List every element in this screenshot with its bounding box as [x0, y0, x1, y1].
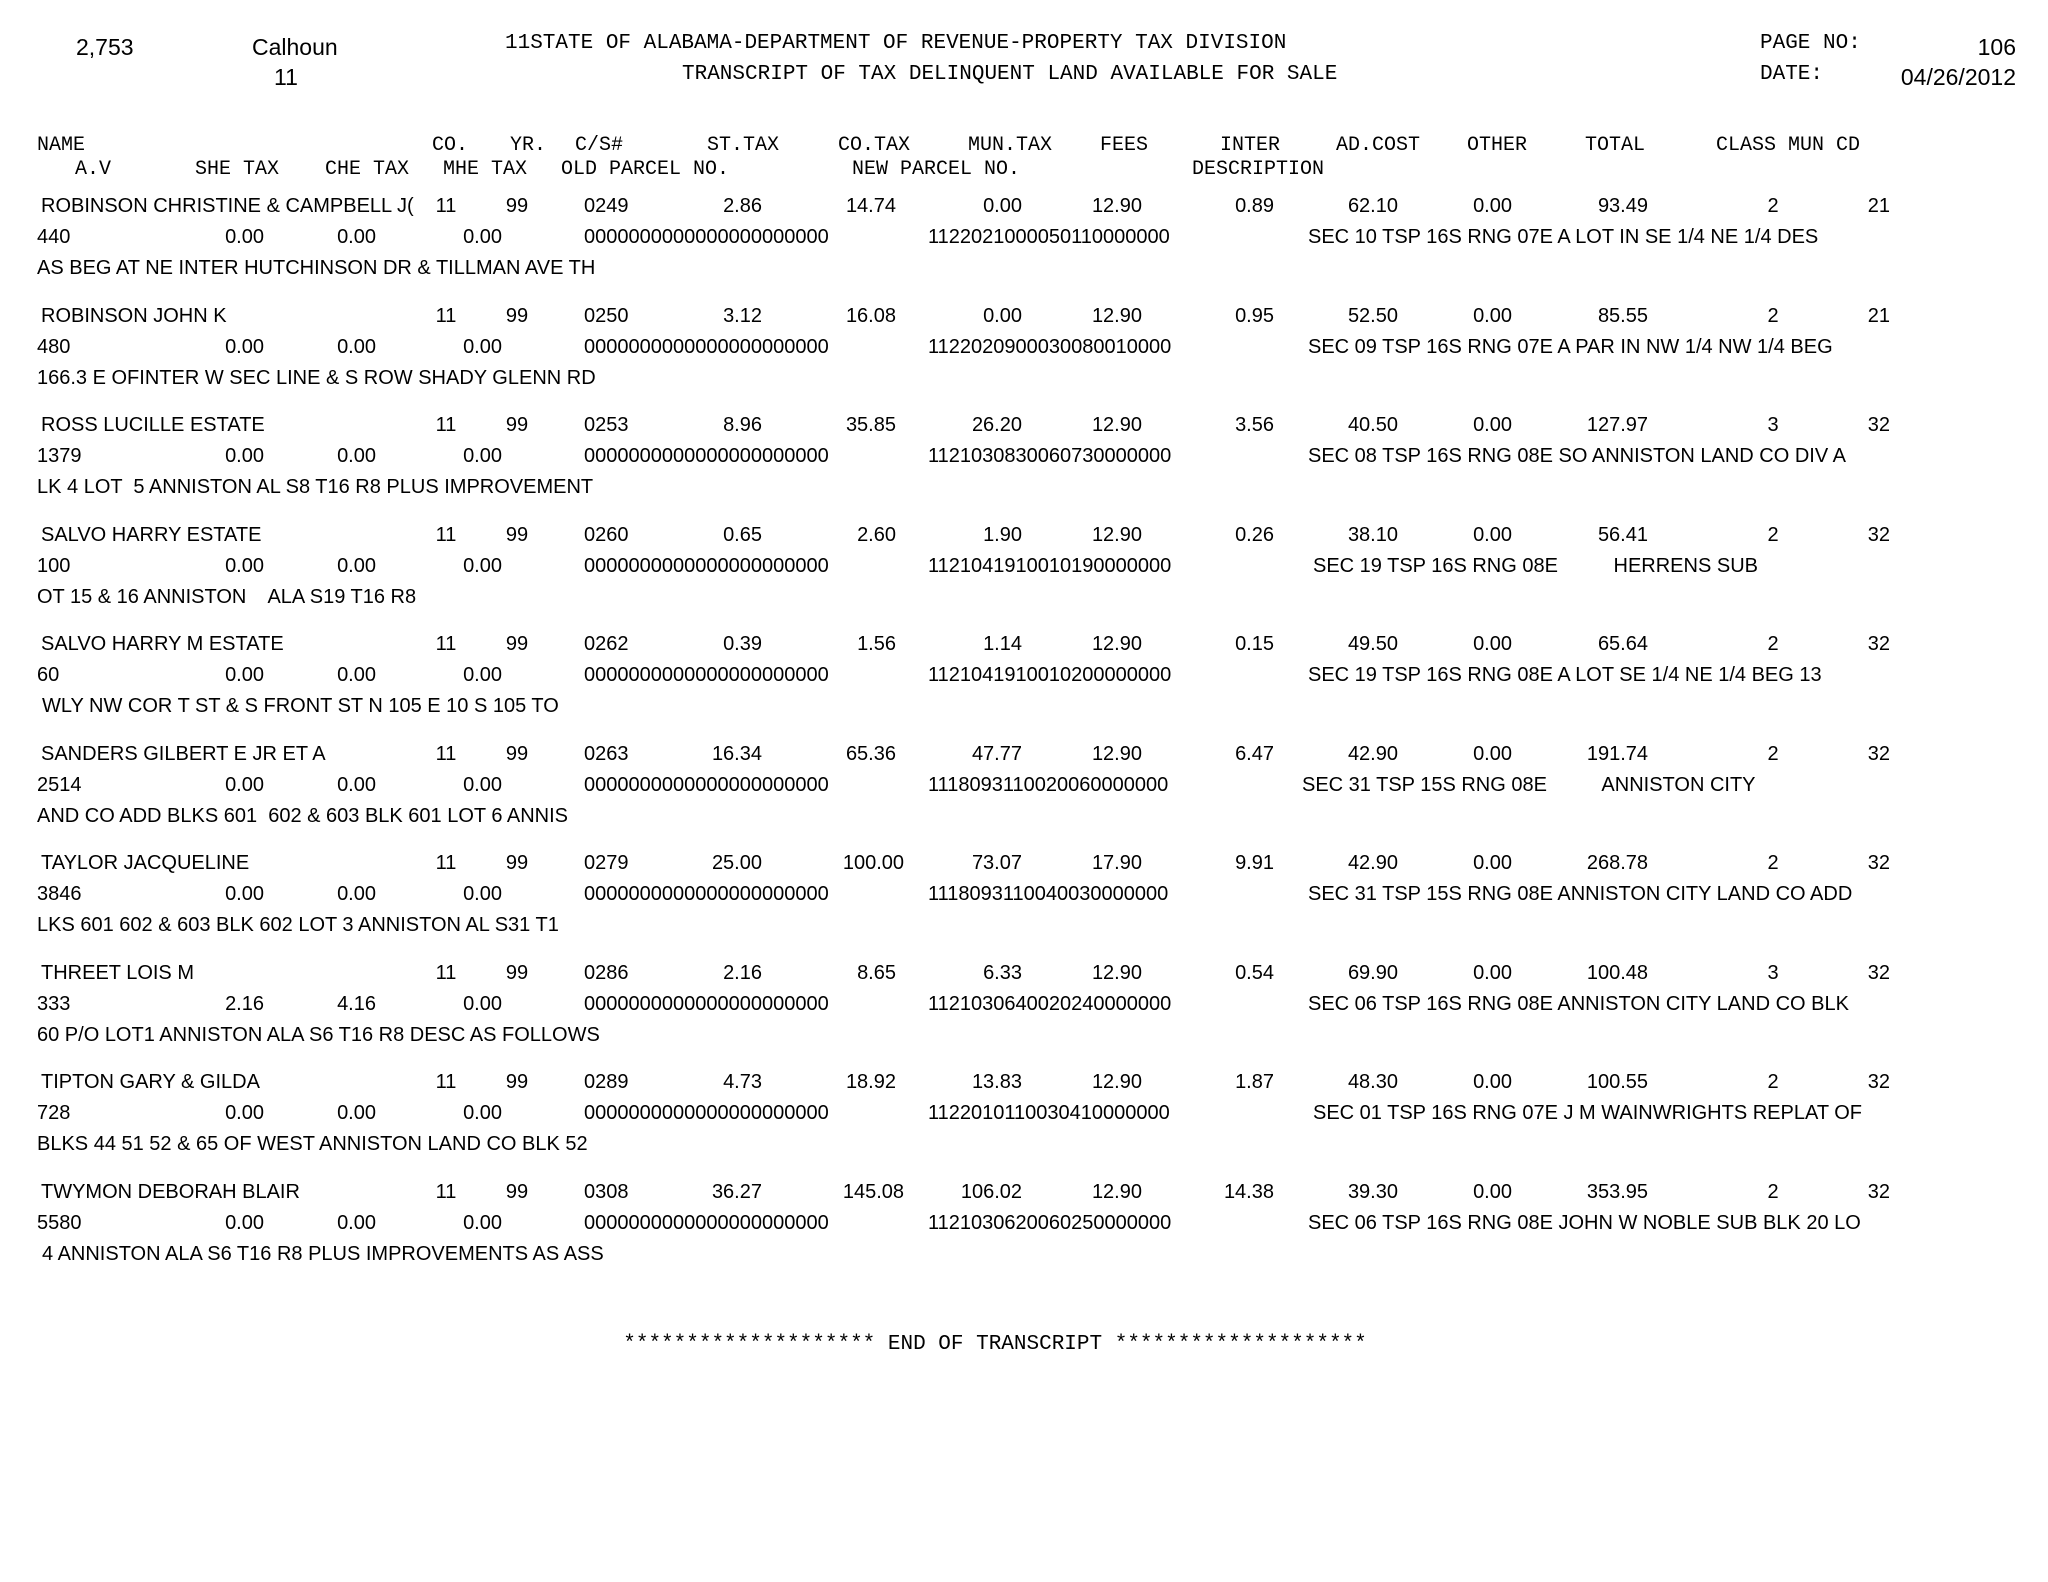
old-parcel-number: 0000000000000000000000 — [584, 1102, 829, 1124]
interest: 0.95 — [1235, 305, 1274, 327]
other-amount: 0.00 — [1473, 305, 1512, 327]
interest: 14.38 — [1223, 1181, 1274, 1203]
owner-name: TAYLOR JACQUELINE — [41, 852, 250, 874]
record-row — [0, 1181, 2048, 1277]
class-code: 2 — [1767, 305, 1779, 327]
col-header-mun-tax: MUN.TAX — [968, 134, 1053, 157]
old-parcel-number: 0000000000000000000000 — [584, 993, 829, 1015]
city-school-tax: 0.00 — [337, 1102, 376, 1124]
description-line-2: 4 ANNISTON ALA S6 T16 R8 PLUS IMPROVEMENTS AS ASS — [42, 1243, 604, 1265]
county-tax: 1.56 — [857, 633, 896, 655]
old-parcel-number: 0000000000000000000000 — [584, 336, 829, 358]
description-line-2: LK 4 LOT 5 ANNISTON AL S8 T16 R8 PLUS IMPROVEMENT — [37, 476, 594, 498]
interest: 9.91 — [1235, 852, 1274, 874]
municipal-code: 32 — [1867, 743, 1890, 765]
cs-number: 0260 — [584, 524, 629, 546]
description-line-1: SEC 19 TSP 16S RNG 08E A LOT SE 1/4 NE 1/4 BEG 13 — [1308, 664, 1822, 686]
description-line-1: SEC 10 TSP 16S RNG 07E A LOT IN SE 1/4 NE 1/4 DES — [1308, 226, 1819, 248]
year-cell: 99 — [505, 962, 529, 984]
assessed-value: 60 — [37, 664, 60, 686]
new-parcel-number: 1118093110020060000000 — [928, 774, 1169, 796]
owner-name: ROSS LUCILLE ESTATE — [41, 414, 265, 436]
county-code-cell: 11 — [435, 962, 457, 984]
county-tax: 16.08 — [845, 305, 896, 327]
total-amount: 56.41 — [1597, 524, 1648, 546]
state-tax: 0.65 — [723, 524, 762, 546]
old-parcel-number: 0000000000000000000000 — [584, 555, 829, 577]
description-line-1: SEC 31 TSP 15S RNG 08E ANNISTON CITY LAND CO ADD — [1308, 883, 1853, 905]
other-amount: 0.00 — [1473, 852, 1512, 874]
owner-name: TWYMON DEBORAH BLAIR — [41, 1181, 300, 1203]
other-amount: 0.00 — [1473, 1071, 1512, 1093]
fees: 12.90 — [1091, 305, 1142, 327]
school-tax: 0.00 — [225, 1102, 264, 1124]
cs-number: 0253 — [584, 414, 629, 436]
fees: 12.90 — [1091, 633, 1142, 655]
school-tax: 0.00 — [225, 336, 264, 358]
municipal-tax: 73.07 — [971, 852, 1022, 874]
other-amount: 0.00 — [1473, 414, 1512, 436]
ad-cost: 69.90 — [1347, 962, 1398, 984]
date-value: 04/26/2012 — [1900, 64, 2016, 90]
description-line-1: SEC 08 TSP 16S RNG 08E SO ANNISTON LAND CO DIV A — [1308, 445, 1846, 467]
municipal-code: 32 — [1867, 1181, 1890, 1203]
col-header-other: OTHER — [1467, 134, 1528, 157]
record-row — [0, 195, 2048, 291]
class-code: 2 — [1767, 852, 1779, 874]
municipal-tax: 26.20 — [971, 414, 1022, 436]
col-header-yr: YR. — [510, 134, 547, 157]
class-code: 2 — [1767, 1181, 1779, 1203]
record-row — [0, 962, 2048, 1058]
year-cell: 99 — [505, 852, 529, 874]
owner-name: SANDERS GILBERT E JR ET A — [41, 743, 326, 765]
assessed-value: 3846 — [37, 883, 82, 905]
class-code: 2 — [1767, 524, 1779, 546]
agency-title: 11STATE OF ALABAMA-DEPARTMENT OF REVENUE-PROPERTY TAX DIVISION — [505, 32, 1287, 55]
year-cell: 99 — [505, 633, 529, 655]
municipal-tax: 0.00 — [983, 305, 1022, 327]
record-row — [0, 414, 2048, 510]
col-header-new-parcel: NEW PARCEL NO. — [852, 158, 1021, 181]
new-parcel-number: 1122010110030410000000 — [928, 1102, 1170, 1124]
city-school-tax: 0.00 — [337, 774, 376, 796]
mhe-tax: 0.00 — [463, 883, 502, 905]
record-row — [0, 524, 2048, 620]
col-header-she-tax: SHE TAX — [195, 158, 280, 181]
new-parcel-number: 1122020900030080010000 — [928, 336, 1172, 358]
state-tax: 16.34 — [711, 743, 762, 765]
assessed-value: 100 — [37, 555, 71, 577]
owner-name: ROBINSON CHRISTINE & CAMPBELL J( — [41, 195, 414, 217]
cs-number: 0308 — [584, 1181, 629, 1203]
municipal-tax: 1.14 — [983, 633, 1022, 655]
fees: 12.90 — [1091, 414, 1142, 436]
owner-name: THREET LOIS M — [41, 962, 194, 984]
total-amount: 268.78 — [1586, 852, 1648, 874]
city-school-tax: 0.00 — [337, 226, 376, 248]
state-tax: 2.86 — [723, 195, 762, 217]
county-tax: 8.65 — [857, 962, 896, 984]
interest: 0.26 — [1235, 524, 1274, 546]
municipal-code: 32 — [1867, 633, 1890, 655]
other-amount: 0.00 — [1473, 1181, 1512, 1203]
total-amount: 100.55 — [1586, 1071, 1648, 1093]
old-parcel-number: 0000000000000000000000 — [584, 664, 829, 686]
description-line-2: AND CO ADD BLKS 601 602 & 603 BLK 601 LOT 6 ANNIS — [37, 805, 569, 827]
county-code-cell: 11 — [435, 305, 457, 327]
county-code-cell: 11 — [435, 414, 457, 436]
col-header-old-parcel: OLD PARCEL NO. — [561, 158, 730, 181]
fees: 12.90 — [1091, 524, 1142, 546]
other-amount: 0.00 — [1473, 743, 1512, 765]
description-line-2: 166.3 E OFINTER W SEC LINE & S ROW SHADY GLENN RD — [37, 367, 596, 389]
city-school-tax: 0.00 — [337, 336, 376, 358]
fees: 12.90 — [1091, 1181, 1142, 1203]
owner-name: SALVO HARRY M ESTATE — [41, 633, 284, 655]
record-row — [0, 305, 2048, 401]
description-line-2: 60 P/O LOT1 ANNISTON ALA S6 T16 R8 DESC AS FOLLOWS — [37, 1024, 600, 1046]
school-tax: 2.16 — [225, 993, 264, 1015]
city-school-tax: 4.16 — [337, 993, 376, 1015]
total-amount: 65.64 — [1597, 633, 1648, 655]
county-tax: 145.08 — [842, 1181, 904, 1203]
new-parcel-number: 1121041910010200000000 — [928, 664, 1172, 686]
state-tax: 8.96 — [723, 414, 762, 436]
school-tax: 0.00 — [225, 226, 264, 248]
col-header-che-tax: CHE TAX — [325, 158, 410, 181]
total-amount: 127.97 — [1586, 414, 1648, 436]
record-row — [0, 1071, 2048, 1167]
municipal-tax: 13.83 — [971, 1071, 1022, 1093]
interest: 3.56 — [1235, 414, 1274, 436]
fees: 12.90 — [1091, 195, 1142, 217]
other-amount: 0.00 — [1473, 962, 1512, 984]
description-line-1: SEC 09 TSP 16S RNG 07E A PAR IN NW 1/4 NW 1/4 BEG — [1308, 336, 1833, 358]
mhe-tax: 0.00 — [463, 774, 502, 796]
class-code: 3 — [1767, 414, 1779, 436]
total-amount: 93.49 — [1597, 195, 1648, 217]
interest: 0.89 — [1235, 195, 1274, 217]
old-parcel-number: 0000000000000000000000 — [584, 774, 829, 796]
owner-name: TIPTON GARY & GILDA — [41, 1071, 260, 1093]
municipal-tax: 0.00 — [983, 195, 1022, 217]
county-tax: 14.74 — [845, 195, 896, 217]
new-parcel-number: 1121041910010190000000 — [928, 555, 1172, 577]
page-number-label: PAGE NO: — [1760, 32, 1861, 55]
municipal-tax: 6.33 — [983, 962, 1022, 984]
description-line-2: OT 15 & 16 ANNISTON ALA S19 T16 R8 — [37, 586, 417, 608]
end-of-transcript: ******************** END OF TRANSCRIPT ******************** — [623, 1333, 1367, 1356]
county-tax: 18.92 — [845, 1071, 896, 1093]
description-line-2: LKS 601 602 & 603 BLK 602 LOT 3 ANNISTON AL S31 T1 — [37, 914, 559, 936]
class-code: 2 — [1767, 195, 1779, 217]
fees: 17.90 — [1091, 852, 1142, 874]
col-header-name: NAME — [37, 134, 86, 157]
municipal-code: 21 — [1867, 195, 1890, 217]
col-header-ad-cost: AD.COST — [1336, 134, 1421, 157]
fees: 12.90 — [1091, 962, 1142, 984]
assessed-value: 5580 — [37, 1212, 82, 1234]
interest: 1.87 — [1235, 1071, 1274, 1093]
school-tax: 0.00 — [225, 445, 264, 467]
year-cell: 99 — [505, 305, 529, 327]
owner-name: ROBINSON JOHN K — [41, 305, 227, 327]
county-code-cell: 11 — [435, 852, 457, 874]
ad-cost: 40.50 — [1347, 414, 1398, 436]
county-tax: 65.36 — [845, 743, 896, 765]
year-cell: 99 — [505, 1181, 529, 1203]
description-line-1: SEC 31 TSP 15S RNG 08E ANNISTON CITY — [1302, 774, 1756, 796]
cs-number: 0262 — [584, 633, 629, 655]
ad-cost: 48.30 — [1347, 1071, 1398, 1093]
class-code: 2 — [1767, 633, 1779, 655]
new-parcel-number: 1122021000050110000000 — [928, 226, 1170, 248]
cs-number: 0289 — [584, 1071, 629, 1093]
assessed-value: 728 — [37, 1102, 71, 1124]
county-code-cell: 11 — [435, 524, 457, 546]
total-amount: 353.95 — [1586, 1181, 1648, 1203]
municipal-tax: 1.90 — [983, 524, 1022, 546]
cs-number: 0286 — [584, 962, 629, 984]
class-code: 3 — [1767, 962, 1779, 984]
old-parcel-number: 0000000000000000000000 — [584, 226, 829, 248]
col-header-description: DESCRIPTION — [1192, 158, 1325, 181]
school-tax: 0.00 — [225, 555, 264, 577]
county-code-cell: 11 — [435, 195, 457, 217]
city-school-tax: 0.00 — [337, 555, 376, 577]
city-school-tax: 0.00 — [337, 1212, 376, 1234]
total-amount: 191.74 — [1586, 743, 1648, 765]
city-school-tax: 0.00 — [337, 445, 376, 467]
record-row — [0, 633, 2048, 729]
assessed-value: 440 — [37, 226, 71, 248]
total-amount: 85.55 — [1597, 305, 1648, 327]
cs-number: 0263 — [584, 743, 629, 765]
state-tax: 25.00 — [711, 852, 762, 874]
municipal-code: 32 — [1867, 1071, 1890, 1093]
ad-cost: 42.90 — [1347, 743, 1398, 765]
date-label: DATE: — [1760, 63, 1824, 86]
municipal-code: 32 — [1867, 414, 1890, 436]
new-parcel-number: 1121030640020240000000 — [928, 993, 1172, 1015]
col-header-cs: C/S# — [575, 134, 624, 157]
municipal-tax: 106.02 — [960, 1181, 1022, 1203]
col-header-mhe-tax: MHE TAX — [443, 158, 528, 181]
school-tax: 0.00 — [225, 883, 264, 905]
ad-cost: 62.10 — [1347, 195, 1398, 217]
description-line-2: AS BEG AT NE INTER HUTCHINSON DR & TILLMAN AVE TH — [37, 257, 596, 279]
old-parcel-number: 0000000000000000000000 — [584, 883, 829, 905]
ad-cost: 38.10 — [1347, 524, 1398, 546]
col-header-st-tax: ST.TAX — [707, 134, 780, 157]
class-code: 2 — [1767, 743, 1779, 765]
col-header-total: TOTAL — [1585, 134, 1646, 157]
cs-number: 0279 — [584, 852, 629, 874]
state-tax: 2.16 — [723, 962, 762, 984]
old-parcel-number: 0000000000000000000000 — [584, 445, 829, 467]
ad-cost: 49.50 — [1347, 633, 1398, 655]
state-tax: 4.73 — [723, 1071, 762, 1093]
school-tax: 0.00 — [225, 774, 264, 796]
municipal-code: 32 — [1867, 852, 1890, 874]
state-tax: 0.39 — [723, 633, 762, 655]
mhe-tax: 0.00 — [463, 555, 502, 577]
col-header-co: CO. — [432, 134, 469, 157]
page-number: 106 — [1977, 34, 2016, 60]
mhe-tax: 0.00 — [463, 445, 502, 467]
mhe-tax: 0.00 — [463, 226, 502, 248]
county-name: Calhoun — [252, 34, 338, 60]
col-header-inter: INTER — [1220, 134, 1281, 157]
city-school-tax: 0.00 — [337, 883, 376, 905]
county-code-cell: 11 — [435, 1181, 457, 1203]
county-tax: 100.00 — [842, 852, 904, 874]
record-row — [0, 743, 2048, 839]
old-parcel-number: 0000000000000000000000 — [584, 1212, 829, 1234]
new-parcel-number: 1118093110040030000000 — [928, 883, 1169, 905]
cs-number: 0250 — [584, 305, 629, 327]
fees: 12.90 — [1091, 743, 1142, 765]
other-amount: 0.00 — [1473, 195, 1512, 217]
col-header-co-tax: CO.TAX — [838, 134, 911, 157]
mhe-tax: 0.00 — [463, 1102, 502, 1124]
description-line-1: SEC 19 TSP 16S RNG 08E HERRENS SUB — [1313, 555, 1758, 577]
col-header-av: A.V — [75, 158, 112, 181]
mhe-tax: 0.00 — [463, 664, 502, 686]
other-amount: 0.00 — [1473, 633, 1512, 655]
interest: 6.47 — [1235, 743, 1274, 765]
city-school-tax: 0.00 — [337, 664, 376, 686]
ad-cost: 52.50 — [1347, 305, 1398, 327]
county-code: 11 — [274, 64, 298, 90]
year-cell: 99 — [505, 524, 529, 546]
transcript-subtitle: TRANSCRIPT OF TAX DELINQUENT LAND AVAILABLE FOR SALE — [682, 63, 1338, 86]
total-amount: 100.48 — [1586, 962, 1648, 984]
school-tax: 0.00 — [225, 1212, 264, 1234]
county-code-cell: 11 — [435, 633, 457, 655]
description-line-1: SEC 06 TSP 16S RNG 08E JOHN W NOBLE SUB BLK 20 LO — [1308, 1212, 1861, 1234]
county-code-cell: 11 — [435, 1071, 457, 1093]
record-count: 2,753 — [76, 34, 134, 60]
municipal-code: 32 — [1867, 962, 1890, 984]
owner-name: SALVO HARRY ESTATE — [41, 524, 262, 546]
municipal-tax: 47.77 — [971, 743, 1022, 765]
fees: 12.90 — [1091, 1071, 1142, 1093]
class-code: 2 — [1767, 1071, 1779, 1093]
year-cell: 99 — [505, 743, 529, 765]
county-tax: 2.60 — [857, 524, 896, 546]
cs-number: 0249 — [584, 195, 629, 217]
assessed-value: 333 — [37, 993, 71, 1015]
col-header-fees: FEES — [1100, 134, 1149, 157]
county-tax: 35.85 — [845, 414, 896, 436]
interest: 0.15 — [1235, 633, 1274, 655]
description-line-2: BLKS 44 51 52 & 65 OF WEST ANNISTON LAND CO BLK 52 — [37, 1133, 588, 1155]
description-line-1: SEC 06 TSP 16S RNG 08E ANNISTON CITY LAND CO BLK — [1308, 993, 1849, 1015]
col-header-class-mun-cd: CLASS MUN CD — [1716, 134, 1861, 157]
record-row — [0, 852, 2048, 948]
description-line-2: WLY NW COR T ST & S FRONT ST N 105 E 10 S 105 TO — [42, 695, 559, 717]
county-code-cell: 11 — [435, 743, 457, 765]
state-tax: 36.27 — [711, 1181, 762, 1203]
description-line-1: SEC 01 TSP 16S RNG 07E J M WAINWRIGHTS REPLAT OF — [1313, 1102, 1863, 1124]
mhe-tax: 0.00 — [463, 336, 502, 358]
mhe-tax: 0.00 — [463, 1212, 502, 1234]
year-cell: 99 — [505, 1071, 529, 1093]
municipal-code: 32 — [1867, 524, 1890, 546]
school-tax: 0.00 — [225, 664, 264, 686]
other-amount: 0.00 — [1473, 524, 1512, 546]
ad-cost: 39.30 — [1347, 1181, 1398, 1203]
ad-cost: 42.90 — [1347, 852, 1398, 874]
year-cell: 99 — [505, 195, 529, 217]
year-cell: 99 — [505, 414, 529, 436]
mhe-tax: 0.00 — [463, 993, 502, 1015]
new-parcel-number: 1121030620060250000000 — [928, 1212, 1172, 1234]
assessed-value: 1379 — [37, 445, 82, 467]
municipal-code: 21 — [1867, 305, 1890, 327]
assessed-value: 480 — [37, 336, 71, 358]
state-tax: 3.12 — [723, 305, 762, 327]
interest: 0.54 — [1235, 962, 1274, 984]
new-parcel-number: 1121030830060730000000 — [928, 445, 1172, 467]
assessed-value: 2514 — [37, 774, 82, 796]
